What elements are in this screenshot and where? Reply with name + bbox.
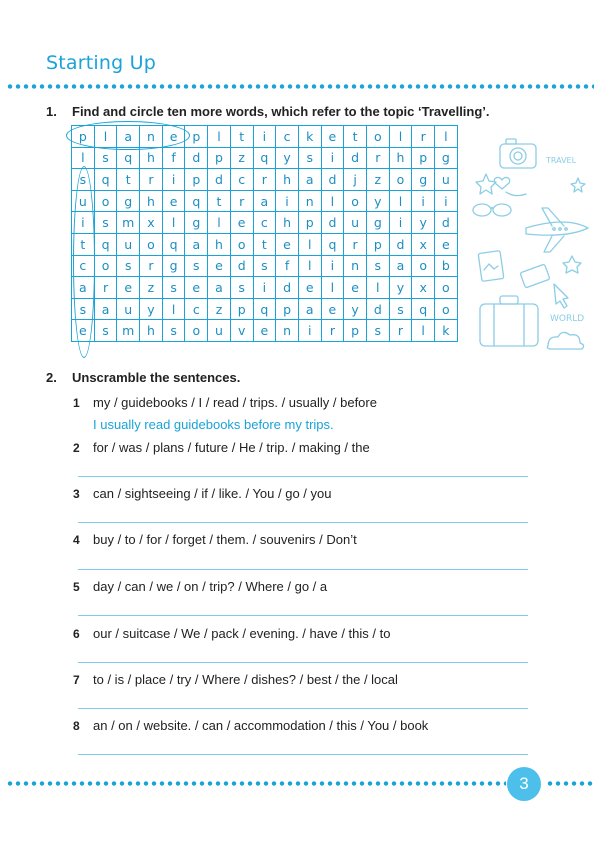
item-number: 8 xyxy=(73,719,80,733)
sentence-item-2 xyxy=(73,440,528,455)
grid-row xyxy=(72,190,458,212)
grid-cell[interactable]: l xyxy=(298,255,321,277)
grid-cell[interactable]: e xyxy=(208,255,231,277)
grid-cell[interactable]: l xyxy=(94,126,117,148)
scrambled-sentence: my / guidebooks / I / read / trips. / usually / before xyxy=(93,395,377,410)
heart-icon xyxy=(494,177,509,189)
airplane-icon xyxy=(526,208,588,252)
grid-row xyxy=(72,233,458,255)
question-1-heading xyxy=(46,104,490,119)
grid-row xyxy=(72,298,458,320)
grid-cell[interactable]: g xyxy=(435,147,458,169)
grid-cell[interactable]: q xyxy=(412,298,435,320)
grid-cell[interactable]: o xyxy=(435,277,458,299)
grid-cell[interactable]: u xyxy=(117,298,140,320)
star-icon xyxy=(476,174,496,194)
grid-cell[interactable]: o xyxy=(94,255,117,277)
grid-cell[interactable]: i xyxy=(298,320,321,342)
grid-cell[interactable]: t xyxy=(208,190,231,212)
grid-cell[interactable]: r xyxy=(366,147,389,169)
grid-cell[interactable]: s xyxy=(366,320,389,342)
grid-cell[interactable]: f xyxy=(276,255,299,277)
answer-line-2[interactable] xyxy=(78,476,528,477)
item-number: 5 xyxy=(73,580,80,594)
grid-cell[interactable]: s xyxy=(366,255,389,277)
answer-line-6[interactable] xyxy=(78,662,528,663)
grid-cell[interactable]: d xyxy=(435,212,458,234)
grid-cell[interactable]: r xyxy=(412,126,435,148)
grid-cell[interactable]: p xyxy=(298,212,321,234)
grid-cell[interactable]: u xyxy=(72,190,95,212)
grid-cell[interactable]: f xyxy=(162,147,185,169)
grid-cell[interactable]: a xyxy=(117,126,140,148)
grid-cell[interactable]: l xyxy=(412,320,435,342)
grid-cell[interactable]: y xyxy=(276,147,299,169)
grid-cell[interactable]: y xyxy=(412,212,435,234)
grid-cell[interactable]: q xyxy=(162,233,185,255)
grid-cell[interactable]: a xyxy=(298,298,321,320)
grid-cell[interactable]: l xyxy=(321,277,344,299)
sentence-item-8 xyxy=(73,718,528,733)
scrambled-sentence: for / was / plans / future / He / trip. / making / the xyxy=(93,440,370,455)
sentence-item-7 xyxy=(73,672,528,687)
grid-cell[interactable]: r xyxy=(253,169,276,191)
grid-cell[interactable]: p xyxy=(185,126,208,148)
grid-cell[interactable]: s xyxy=(94,212,117,234)
grid-cell[interactable]: k xyxy=(298,126,321,148)
grid-cell[interactable]: h xyxy=(140,147,163,169)
grid-cell[interactable]: n xyxy=(276,320,299,342)
grid-cell[interactable]: q xyxy=(185,190,208,212)
grid-cell[interactable]: u xyxy=(208,320,231,342)
grid-cell[interactable]: h xyxy=(389,147,412,169)
grid-cell[interactable]: q xyxy=(94,233,117,255)
item-number: 7 xyxy=(73,673,80,687)
grid-cell[interactable]: z xyxy=(366,169,389,191)
grid-cell[interactable]: h xyxy=(276,169,299,191)
scrambled-sentence: buy / to / for / forget / them. / souvenirs / Don’t xyxy=(93,532,357,547)
grid-cell[interactable]: o xyxy=(389,169,412,191)
grid-cell[interactable]: a xyxy=(208,277,231,299)
bottom-dotted-divider-right xyxy=(546,781,594,786)
grid-cell[interactable]: i xyxy=(321,147,344,169)
question-2-number: 2. xyxy=(46,370,57,385)
grid-cell[interactable]: u xyxy=(117,233,140,255)
grid-cell[interactable]: o xyxy=(435,298,458,320)
grid-cell[interactable]: h xyxy=(276,212,299,234)
grid-cell[interactable]: s xyxy=(94,320,117,342)
grid-cell[interactable]: b xyxy=(435,255,458,277)
word-search-grid[interactable] xyxy=(71,125,458,342)
scrambled-sentence: our / suitcase / We / pack / evening. / have / this / to xyxy=(93,626,391,641)
grid-cell[interactable]: c xyxy=(253,212,276,234)
question-1-number: 1. xyxy=(46,104,57,119)
grid-cell[interactable]: s xyxy=(230,277,253,299)
grid-cell[interactable]: e xyxy=(276,233,299,255)
grid-row xyxy=(72,212,458,234)
grid-cell[interactable]: p xyxy=(344,320,367,342)
grid-cell[interactable]: h xyxy=(140,320,163,342)
grid-cell[interactable]: x xyxy=(412,277,435,299)
grid-cell[interactable]: m xyxy=(117,212,140,234)
page-number-badge: 3 xyxy=(507,767,541,801)
grid-cell[interactable]: l xyxy=(366,277,389,299)
grid-cell[interactable]: z xyxy=(208,298,231,320)
grid-cell[interactable]: r xyxy=(321,320,344,342)
grid-cell[interactable]: h xyxy=(140,190,163,212)
grid-cell[interactable]: o xyxy=(185,320,208,342)
grid-cell[interactable]: l xyxy=(162,212,185,234)
grid-cell[interactable]: o xyxy=(94,190,117,212)
grid-cell[interactable]: u xyxy=(344,212,367,234)
question-1-instruction: Find and circle ten more words, which refer to the topic ‘Travelling’. xyxy=(72,104,490,119)
grid-cell[interactable]: q xyxy=(253,298,276,320)
grid-cell[interactable]: c xyxy=(230,169,253,191)
grid-cell[interactable]: g xyxy=(117,190,140,212)
grid-cell[interactable]: i xyxy=(72,212,95,234)
grid-cell[interactable]: e xyxy=(435,233,458,255)
grid-cell[interactable]: m xyxy=(117,320,140,342)
grid-cell[interactable]: d xyxy=(389,233,412,255)
grid-cell[interactable]: q xyxy=(321,233,344,255)
travel-doodles-illustration xyxy=(466,118,596,358)
star-icon xyxy=(563,256,581,273)
sentence-item-5 xyxy=(73,579,528,594)
world-label: WORLD xyxy=(550,314,585,324)
grid-cell[interactable]: e xyxy=(162,190,185,212)
grid-cell[interactable]: x xyxy=(412,233,435,255)
grid-cell[interactable]: i xyxy=(412,190,435,212)
star-icon xyxy=(571,178,585,192)
grid-cell[interactable]: y xyxy=(366,190,389,212)
grid-cell[interactable]: j xyxy=(344,169,367,191)
grid-cell[interactable]: z xyxy=(230,147,253,169)
sunglasses-icon xyxy=(473,204,511,216)
grid-cell[interactable]: a xyxy=(185,233,208,255)
grid-cell[interactable]: o xyxy=(344,190,367,212)
grid-cell[interactable]: r xyxy=(230,190,253,212)
grid-cell[interactable]: s xyxy=(94,147,117,169)
grid-cell[interactable]: d xyxy=(344,147,367,169)
grid-cell[interactable]: a xyxy=(298,169,321,191)
answer-line-7[interactable] xyxy=(78,708,528,709)
grid-row xyxy=(72,126,458,148)
answer-line-4[interactable] xyxy=(78,569,528,570)
grid-cell[interactable]: t xyxy=(344,126,367,148)
grid-cell[interactable]: n xyxy=(344,255,367,277)
grid-cell[interactable]: d xyxy=(321,212,344,234)
arrow-doodle xyxy=(506,192,526,196)
scrambled-sentence: day / can / we / on / trip? / Where / go / a xyxy=(93,579,328,594)
grid-cell[interactable]: g xyxy=(366,212,389,234)
grid-cell[interactable]: y xyxy=(140,298,163,320)
grid-cell[interactable]: p xyxy=(72,126,95,148)
grid-cell[interactable]: s xyxy=(162,320,185,342)
ticket-icon xyxy=(520,264,550,288)
grid-cell[interactable]: d xyxy=(185,147,208,169)
grid-cell[interactable]: e xyxy=(117,277,140,299)
grid-cell[interactable]: l xyxy=(389,126,412,148)
grid-cell[interactable]: t xyxy=(253,233,276,255)
grid-cell[interactable]: s xyxy=(185,255,208,277)
scrambled-sentence: to / is / place / try / Where / dishes? / best / the / local xyxy=(93,672,398,687)
grid-cell[interactable]: e xyxy=(230,212,253,234)
grid-cell[interactable]: i xyxy=(276,190,299,212)
grid-cell[interactable]: p xyxy=(208,147,231,169)
grid-cell[interactable]: q xyxy=(117,147,140,169)
grid-cell[interactable]: s xyxy=(389,298,412,320)
item-number: 2 xyxy=(73,441,80,455)
grid-cell[interactable]: e xyxy=(185,277,208,299)
grid-cell[interactable]: e xyxy=(253,320,276,342)
item-number: 6 xyxy=(73,627,80,641)
section-title: Starting Up xyxy=(46,52,157,74)
question-2-heading xyxy=(46,370,240,385)
grid-cell[interactable]: g xyxy=(162,255,185,277)
grid-cell[interactable]: l xyxy=(72,147,95,169)
grid-row xyxy=(72,169,458,191)
grid-cell[interactable]: l xyxy=(435,126,458,148)
grid-cell[interactable]: s xyxy=(72,298,95,320)
grid-cell[interactable]: n xyxy=(140,126,163,148)
question-2-instruction: Unscramble the sentences. xyxy=(72,370,241,385)
grid-cell[interactable]: e xyxy=(72,320,95,342)
grid-cell[interactable]: o xyxy=(230,233,253,255)
grid-cell[interactable]: s xyxy=(253,255,276,277)
sentence-item-4 xyxy=(73,532,528,547)
grid-cell[interactable]: i xyxy=(253,277,276,299)
grid-row xyxy=(72,255,458,277)
grid-cell[interactable]: a xyxy=(389,255,412,277)
grid-cell[interactable]: y xyxy=(344,298,367,320)
grid-cell[interactable]: l xyxy=(208,126,231,148)
grid-cell[interactable]: d xyxy=(276,277,299,299)
grid-cell[interactable]: r xyxy=(344,233,367,255)
grid-cell[interactable]: s xyxy=(298,147,321,169)
sentence-item-3 xyxy=(73,486,528,501)
grid-cell[interactable]: p xyxy=(412,147,435,169)
grid-row xyxy=(72,320,458,342)
suitcase-icon xyxy=(480,296,538,346)
grid-cell[interactable]: e xyxy=(344,277,367,299)
grid-cell[interactable]: l xyxy=(389,190,412,212)
grid-cell[interactable]: d xyxy=(321,169,344,191)
cloud-icon xyxy=(547,332,583,349)
grid-cell[interactable]: q xyxy=(253,147,276,169)
grid-cell[interactable]: l xyxy=(208,212,231,234)
grid-cell[interactable]: e xyxy=(162,126,185,148)
grid-cell[interactable]: l xyxy=(321,190,344,212)
grid-cell[interactable]: i xyxy=(162,169,185,191)
grid-cell[interactable]: a xyxy=(253,190,276,212)
grid-cell[interactable]: i xyxy=(435,190,458,212)
grid-cell[interactable]: r xyxy=(94,277,117,299)
answer-line-3[interactable] xyxy=(78,522,528,523)
grid-cell[interactable]: c xyxy=(276,126,299,148)
grid-cell[interactable]: p xyxy=(185,169,208,191)
item-number: 1 xyxy=(73,396,80,410)
grid-cell[interactable]: d xyxy=(208,169,231,191)
grid-cell[interactable]: l xyxy=(298,233,321,255)
grid-cell[interactable]: s xyxy=(162,277,185,299)
grid-cell[interactable]: q xyxy=(94,169,117,191)
grid-row xyxy=(72,277,458,299)
answer-line-5[interactable] xyxy=(78,615,528,616)
grid-cell[interactable]: e xyxy=(321,126,344,148)
bottom-dotted-divider-left xyxy=(6,781,506,786)
grid-cell[interactable]: y xyxy=(389,277,412,299)
cursor-arrow-icon xyxy=(554,284,568,308)
grid-cell[interactable]: d xyxy=(366,298,389,320)
grid-cell[interactable]: c xyxy=(185,298,208,320)
scrambled-sentence: an / on / website. / can / accommodation / this / You / book xyxy=(93,718,429,733)
top-dotted-divider xyxy=(6,84,594,89)
grid-cell[interactable]: k xyxy=(435,320,458,342)
grid-cell[interactable]: r xyxy=(140,169,163,191)
item-number: 3 xyxy=(73,487,80,501)
grid-cell[interactable]: o xyxy=(366,126,389,148)
scrambled-sentence: can / sightseeing / if / like. / You / go / you xyxy=(93,486,332,501)
grid-cell[interactable]: z xyxy=(140,277,163,299)
grid-cell[interactable]: o xyxy=(140,233,163,255)
photo-icon xyxy=(478,251,504,282)
grid-cell[interactable]: i xyxy=(321,255,344,277)
grid-cell[interactable]: i xyxy=(389,212,412,234)
grid-cell[interactable]: o xyxy=(412,255,435,277)
grid-cell[interactable]: d xyxy=(230,255,253,277)
grid-cell[interactable]: v xyxy=(230,320,253,342)
answer-line-8[interactable] xyxy=(78,754,528,755)
grid-cell[interactable]: x xyxy=(140,212,163,234)
travel-label: TRAVEL xyxy=(546,156,577,165)
grid-cell[interactable]: n xyxy=(298,190,321,212)
grid-cell[interactable]: g xyxy=(412,169,435,191)
grid-cell[interactable]: e xyxy=(298,277,321,299)
example-answer: I usually read guidebooks before my trips. xyxy=(93,417,334,432)
grid-cell[interactable]: g xyxy=(185,212,208,234)
grid-cell[interactable]: t xyxy=(72,233,95,255)
grid-cell[interactable]: r xyxy=(389,320,412,342)
grid-cell[interactable]: t xyxy=(230,126,253,148)
grid-cell[interactable]: l xyxy=(162,298,185,320)
sentence-item-6 xyxy=(73,626,528,641)
grid-cell[interactable]: r xyxy=(140,255,163,277)
grid-cell[interactable]: h xyxy=(208,233,231,255)
grid-cell[interactable]: i xyxy=(253,126,276,148)
grid-cell[interactable]: u xyxy=(435,169,458,191)
grid-cell[interactable]: c xyxy=(72,255,95,277)
grid-cell[interactable]: a xyxy=(94,298,117,320)
sentence-item-1 xyxy=(73,395,528,410)
grid-cell[interactable]: e xyxy=(321,298,344,320)
item-number: 4 xyxy=(73,533,80,547)
camera-icon xyxy=(500,139,536,168)
grid-cell[interactable]: t xyxy=(117,169,140,191)
grid-cell[interactable]: s xyxy=(117,255,140,277)
grid-cell[interactable]: p xyxy=(366,233,389,255)
grid-cell[interactable]: p xyxy=(230,298,253,320)
grid-cell[interactable]: s xyxy=(72,169,95,191)
grid-cell[interactable]: a xyxy=(72,277,95,299)
grid-cell[interactable]: p xyxy=(276,298,299,320)
grid-row xyxy=(72,147,458,169)
